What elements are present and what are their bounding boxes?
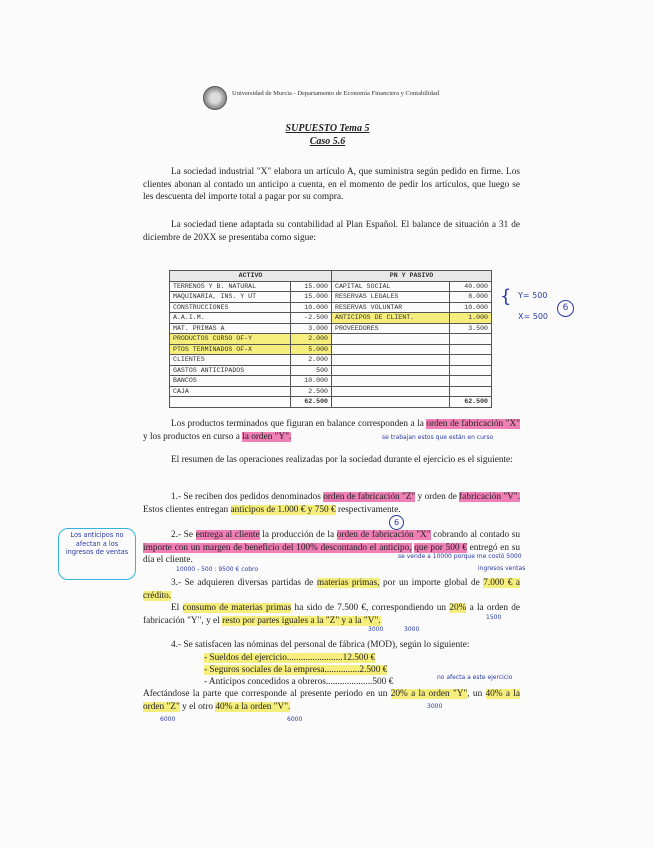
balance-row [170,376,492,387]
balance-cell-p-label [332,344,450,355]
balance-cell-p-val: 1.000 [449,313,491,324]
intro-paragraph-2: La sociedad tiene adaptada su contabilidad al Plan Español. El balance de situación a 31 de diciembre de 20XX se presentaba como sigue: [143,220,520,243]
operation-2: 2.- Se entrega al cliente la producción de la orden de fabricación "X" cobrando al contado su importe con un margen de beneficio del 100% descontando el anticipo, que por 500 € entregó en su día el cliente. [143,530,520,565]
title-line-2: Caso 5.6 [309,136,346,147]
note-mat-c: 1500 [486,614,502,621]
highlight-orden-y: la orden "Y". [242,431,292,442]
payroll-item-1: - Sueldos del ejercicio........................12.500 € [204,653,376,663]
balance-cell-a-label: CAJA [170,386,291,397]
note-y-3000: 3000 [427,703,443,710]
operation-3-consumo: El consumo de materias primas ha sido de 7.500 €, correspondiendo un 20% a la orden de fabricación "Y", y el resto por partes iguales a la "Z" y a la "V". [143,603,521,626]
balance-row [170,313,492,324]
balance-cell-p-label [332,365,450,376]
balance-cell-p-val [449,344,491,355]
note-no-afecta: no afecta a este ejercicio [437,674,513,681]
payroll-list [204,652,393,688]
balance-cell-a-label: BANCOS [170,376,291,387]
activo-header: ACTIVO [170,271,332,282]
balance-cell-p-label: RESERVAS VOLUNTAR [332,302,450,313]
balance-cell-p-label [332,334,450,345]
balance-cell-a-label [170,397,291,408]
balance-row [170,344,492,355]
balance-row [170,386,492,397]
balance-cell-a-label: CLIENTES [170,355,291,366]
balance-cell-p-label: CAPITAL SOCIAL [332,281,450,292]
payroll-item-3: - Anticipos concedidos a obreros....................500 € [204,677,394,687]
balance-cell-a-label: MAQUINARIA, INS. Y UT [170,292,291,303]
balance-cell-p-val [449,355,491,366]
balance-cell-p-val: 62.500 [449,397,491,408]
operation-3: 3.- Se adquieren diversas partidas de materias primas, por un importe global de 7.000 € a crédito. [143,578,521,601]
balance-cell-p-label [332,376,450,387]
balance-row [170,334,492,345]
balance-cell-p-val: 3.500 [449,323,491,334]
balance-cell-a-val: 2.500 [290,386,331,397]
balance-cell-a-label: PRODUCTOS CURSO OF-Y [170,334,291,345]
balance-row [170,323,492,334]
balance-cell-p-val: 40.000 [449,281,491,292]
margin-note-text: Los anticipos no afectan a los ingresos de ventas [65,531,129,556]
balance-cell-a-label: PTOS TERMINADOS OF-X [170,344,291,355]
balance-row [170,355,492,366]
note-v-6000: 6000 [287,716,303,723]
intro-paragraph-1: La sociedad industrial "X" elabora un artículo A, que suministra según pedido en firme. Los clientes abonan al contado un anticipo a cuenta, en el momento de pedir los artículos, que luego se les descuenta del importe total a pagar por su compra. [143,167,520,202]
balance-cell-a-val: 5.000 [290,344,331,355]
balance-cell-p-val [449,386,491,397]
balance-cell-p-label [332,386,450,397]
balance-row [170,365,492,376]
paragraph-3: Los productos terminados que figuran en balance corresponden a la orden de fabricación "X" y los productos en curso a la orden "Y". [143,419,521,442]
balance-cell-a-val: 62.500 [290,397,331,408]
balance-cell-p-label [332,397,450,408]
balance-row [170,302,492,313]
balance-cell-a-val: 15.000 [290,281,331,292]
balance-row [170,281,492,292]
university-seal-icon [203,86,227,110]
balance-cell-a-label: TERRENOS Y B. NATURAL [170,281,291,292]
balance-cell-p-label [332,355,450,366]
balance-cell-p-label: ANTICIPOS DE CLIENT. [332,313,450,324]
balance-cell-p-val: 10.000 [449,302,491,313]
operation-4-end: Afectándose la parte que corresponde al presente periodo en un 20% a la orden "Y", un 40% a la orden "Z" y el otro 40% a la orden "V". [143,689,521,712]
highlight-orden-x: orden de fabricación "X" [426,419,521,429]
note-vende: se vende a 10000 porque me costó 5000 [398,553,522,560]
balance-cell-a-label: GASTOS ANTICIPADOS [170,365,291,376]
balance-cell-a-val: 500 [290,365,331,376]
payroll-item-2: - Seguros sociales de la empresa...............2.500 € [204,665,388,675]
balance-cell-p-label: RESERVAS LEGALES [332,292,450,303]
balance-cell-a-val: -2.500 [290,313,331,324]
note-mat-a: 3000 [368,626,384,633]
note-y-500: Y= 500 [518,291,548,300]
circle-6-annotation-1: 6 [557,300,574,317]
note-en-curso: se trabajan estos que están en curso [382,434,494,441]
note-ingresos: ingresos ventas [478,565,526,572]
note-z-6000: 6000 [160,716,176,723]
balance-cell-a-val: 10.000 [290,302,331,313]
balance-cell-p-val: 8.000 [449,292,491,303]
balance-cell-a-label: A.A.I.M. [170,313,291,324]
pasivo-header: PN Y PASIVO [332,271,492,282]
note-mat-b: 3000 [404,626,420,633]
balance-cell-a-val: 2.000 [290,355,331,366]
header-text: Universidad de Murcia - Departamento de Economía Financiera y Contabilidad [232,90,440,97]
balance-table [169,270,492,408]
balance-row [170,292,492,303]
operation-4: 4.- Se satisfacen las nóminas del personal de fábrica (MOD), según lo siguiente: [171,640,470,650]
circle-6-annotation-2: 6 [389,515,404,530]
balance-row [170,397,492,408]
title-line-1: SUPUESTO Tema 5 [285,123,370,134]
balance-cell-p-val [449,334,491,345]
paragraph-4: El resumen de las operaciones realizadas por la sociedad durante el ejercicio es el siguiente: [171,455,513,465]
balance-cell-p-val [449,376,491,387]
operation-1: 1.- Se reciben dos pedidos denominados orden de fabricación "Z" y orden de fabricación "V". Estos clientes entregan anticipos de 1.000 € y 750 € respectivamente. [143,492,520,515]
note-x-500: X= 500 [518,312,548,321]
balance-cell-a-val: 2.000 [290,334,331,345]
balance-cell-p-val [449,365,491,376]
balance-cell-p-label: PROVEEDORES [332,323,450,334]
bracket-icon: { [500,286,512,307]
balance-cell-a-val: 15.000 [290,292,331,303]
note-calc: 10000 - 500 : 9500 € cobro [176,566,259,573]
balance-cell-a-label: MAT. PRIMAS A [170,323,291,334]
balance-cell-a-val: 10.000 [290,376,331,387]
balance-cell-a-label: CONSTRUCCIONES [170,302,291,313]
balance-cell-a-val: 3.000 [290,323,331,334]
